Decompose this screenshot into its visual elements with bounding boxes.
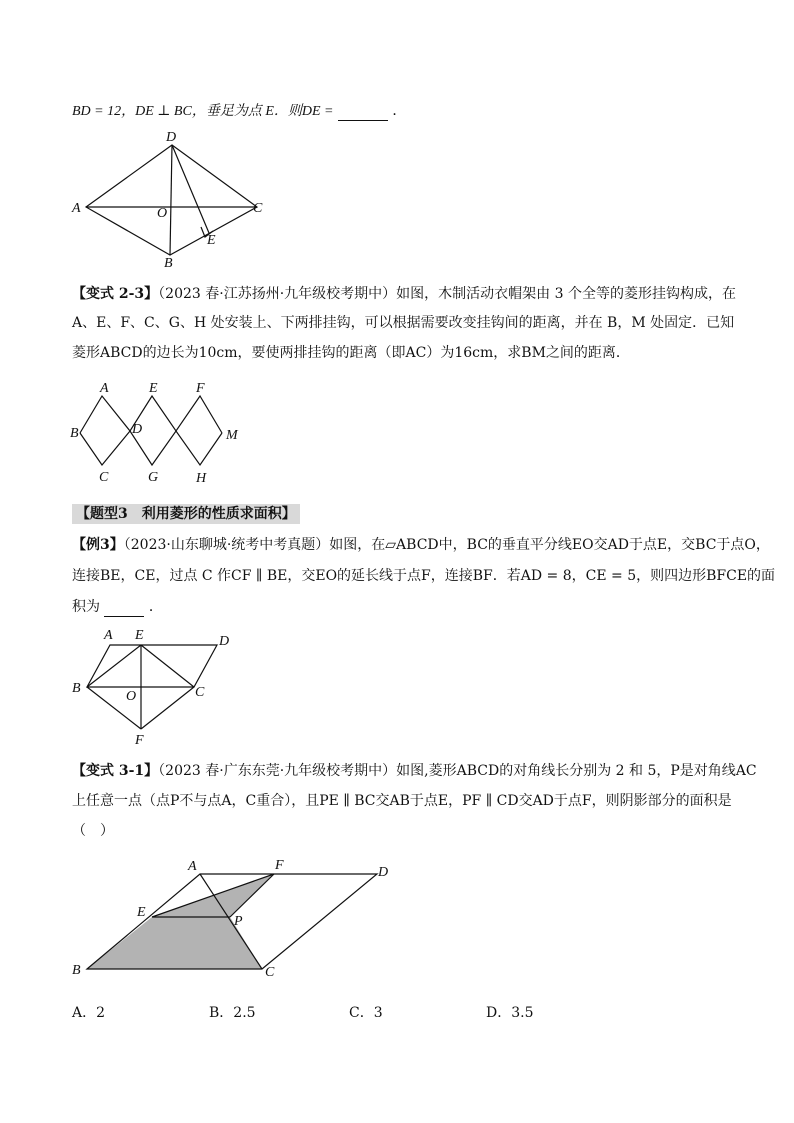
variant23-line3: 菱形ABCD的边长为10cm，要使两排挂钩的距离（即AC）为16cm，求BM之间的距离． bbox=[72, 345, 630, 361]
parallelogram-outline bbox=[87, 645, 217, 687]
intro-suffix: ． bbox=[392, 103, 407, 119]
option-d[interactable] bbox=[486, 1004, 534, 1022]
label-a: A bbox=[72, 201, 81, 216]
option-d-value: 3.5 bbox=[511, 1005, 534, 1021]
option-c-letter: C． bbox=[349, 1005, 374, 1021]
label-c: C bbox=[253, 201, 263, 216]
option-a[interactable] bbox=[72, 1004, 105, 1022]
figure-shaded-rhombus bbox=[62, 852, 402, 982]
variant31-line2: 上任意一点（点P不与点A，C重合），且PE ∥ BC交AB于点E，PF ∥ CD交AD于点F，则阴影部分的面积是 bbox=[72, 793, 732, 809]
variant31-line3: （ ） bbox=[72, 823, 114, 839]
label-p4: P bbox=[234, 914, 243, 929]
label-c3: C bbox=[195, 685, 205, 700]
option-c-value: 3 bbox=[373, 1005, 383, 1021]
segment-ce bbox=[141, 645, 194, 687]
zigzag-bottom bbox=[80, 431, 222, 465]
label-f2: F bbox=[196, 381, 205, 396]
figure-hanger bbox=[62, 376, 262, 491]
variant23-line2: A、E、F、C、G、H 处安装上、下两排挂钩，可以根据需要改变挂钩间的距离，并在 B，M 处固定．已知 bbox=[72, 315, 735, 331]
option-b-letter: B． bbox=[209, 1005, 234, 1021]
label-o3: O bbox=[126, 689, 137, 704]
option-a-letter: A． bbox=[72, 1005, 97, 1021]
label-b4: B bbox=[72, 963, 81, 978]
variant31-tag: 【变式 3-1】 bbox=[72, 763, 159, 779]
intro-line bbox=[72, 102, 406, 121]
variant23-source: （2023 春·江苏扬州·九年级校考期中） bbox=[158, 286, 397, 302]
intro-text: BD = 12，DE ⊥ BC，垂足为点 E．则DE = bbox=[72, 104, 334, 119]
label-e3: E bbox=[135, 628, 144, 643]
example3-line2: 连接BE，CE，过点 C 作CF ∥ BE，交EO的延长线于点F，连接BF．若AD = 8，CE = 5，则四边形BFCE的面 bbox=[72, 568, 776, 584]
label-c2: C bbox=[99, 470, 109, 485]
example3-tag: 【例3】 bbox=[72, 537, 124, 553]
option-b[interactable] bbox=[209, 1004, 256, 1022]
variant23-text1: 如图，木制活动衣帽架由 3 个全等的菱形挂钩构成，在 bbox=[396, 286, 736, 302]
example3-line1 bbox=[72, 536, 770, 554]
label-b2: B bbox=[70, 426, 79, 441]
variant23-line1 bbox=[72, 285, 736, 303]
label-f3: F bbox=[135, 733, 144, 748]
example3-line3 bbox=[72, 598, 163, 617]
label-a4: A bbox=[188, 859, 197, 874]
diagonal-bd bbox=[170, 145, 172, 255]
shaded-region bbox=[87, 874, 274, 969]
option-a-value: 2 bbox=[96, 1005, 106, 1021]
answer-blank bbox=[338, 102, 388, 121]
label-d2: D bbox=[132, 422, 143, 437]
label-e4: E bbox=[137, 905, 146, 920]
figure-parallelogram-bfce bbox=[62, 626, 242, 751]
label-f4: F bbox=[275, 858, 284, 873]
label-o: O bbox=[157, 206, 168, 221]
label-m2: M bbox=[226, 428, 238, 443]
label-h2: H bbox=[196, 471, 207, 486]
figure-rhombus-abcd bbox=[60, 126, 280, 276]
variant31-text1: 如图,菱形ABCD的对角线长分别为 2 和 5，P是对角线AC bbox=[396, 763, 757, 779]
label-a3: A bbox=[104, 628, 113, 643]
option-d-letter: D． bbox=[486, 1005, 512, 1021]
zigzag-top bbox=[80, 396, 222, 433]
example3-suffix: ． bbox=[148, 599, 163, 615]
example3-source: （2023·山东聊城·统考中考真题） bbox=[123, 537, 330, 553]
label-g2: G bbox=[148, 470, 159, 485]
label-c4: C bbox=[265, 965, 275, 980]
label-b3: B bbox=[72, 681, 81, 696]
option-c[interactable] bbox=[349, 1004, 383, 1022]
label-e2: E bbox=[149, 381, 158, 396]
label-d4: D bbox=[378, 865, 389, 880]
example3-text1: 如图，在▱ABCD中，BC的垂直平分线EO交AD于点E，交BC于点O， bbox=[329, 537, 770, 553]
variant23-tag: 【变式 2-3】 bbox=[72, 286, 159, 302]
area-answer-blank bbox=[104, 598, 144, 617]
example3-text3: 积为 bbox=[72, 599, 100, 615]
label-d: D bbox=[166, 130, 177, 145]
variant31-line1 bbox=[72, 762, 757, 780]
label-b: B bbox=[164, 256, 173, 271]
variant31-source: （2023 春·广东东莞·九年级校考期中） bbox=[158, 763, 397, 779]
option-b-value: 2.5 bbox=[233, 1005, 256, 1021]
label-e: E bbox=[207, 233, 216, 248]
segment-cf bbox=[141, 687, 194, 729]
segment-be bbox=[87, 645, 141, 687]
label-d3: D bbox=[219, 634, 230, 649]
section-heading: 【题型3 利用菱形的性质求面积】 bbox=[72, 504, 300, 524]
label-a2: A bbox=[100, 381, 109, 396]
